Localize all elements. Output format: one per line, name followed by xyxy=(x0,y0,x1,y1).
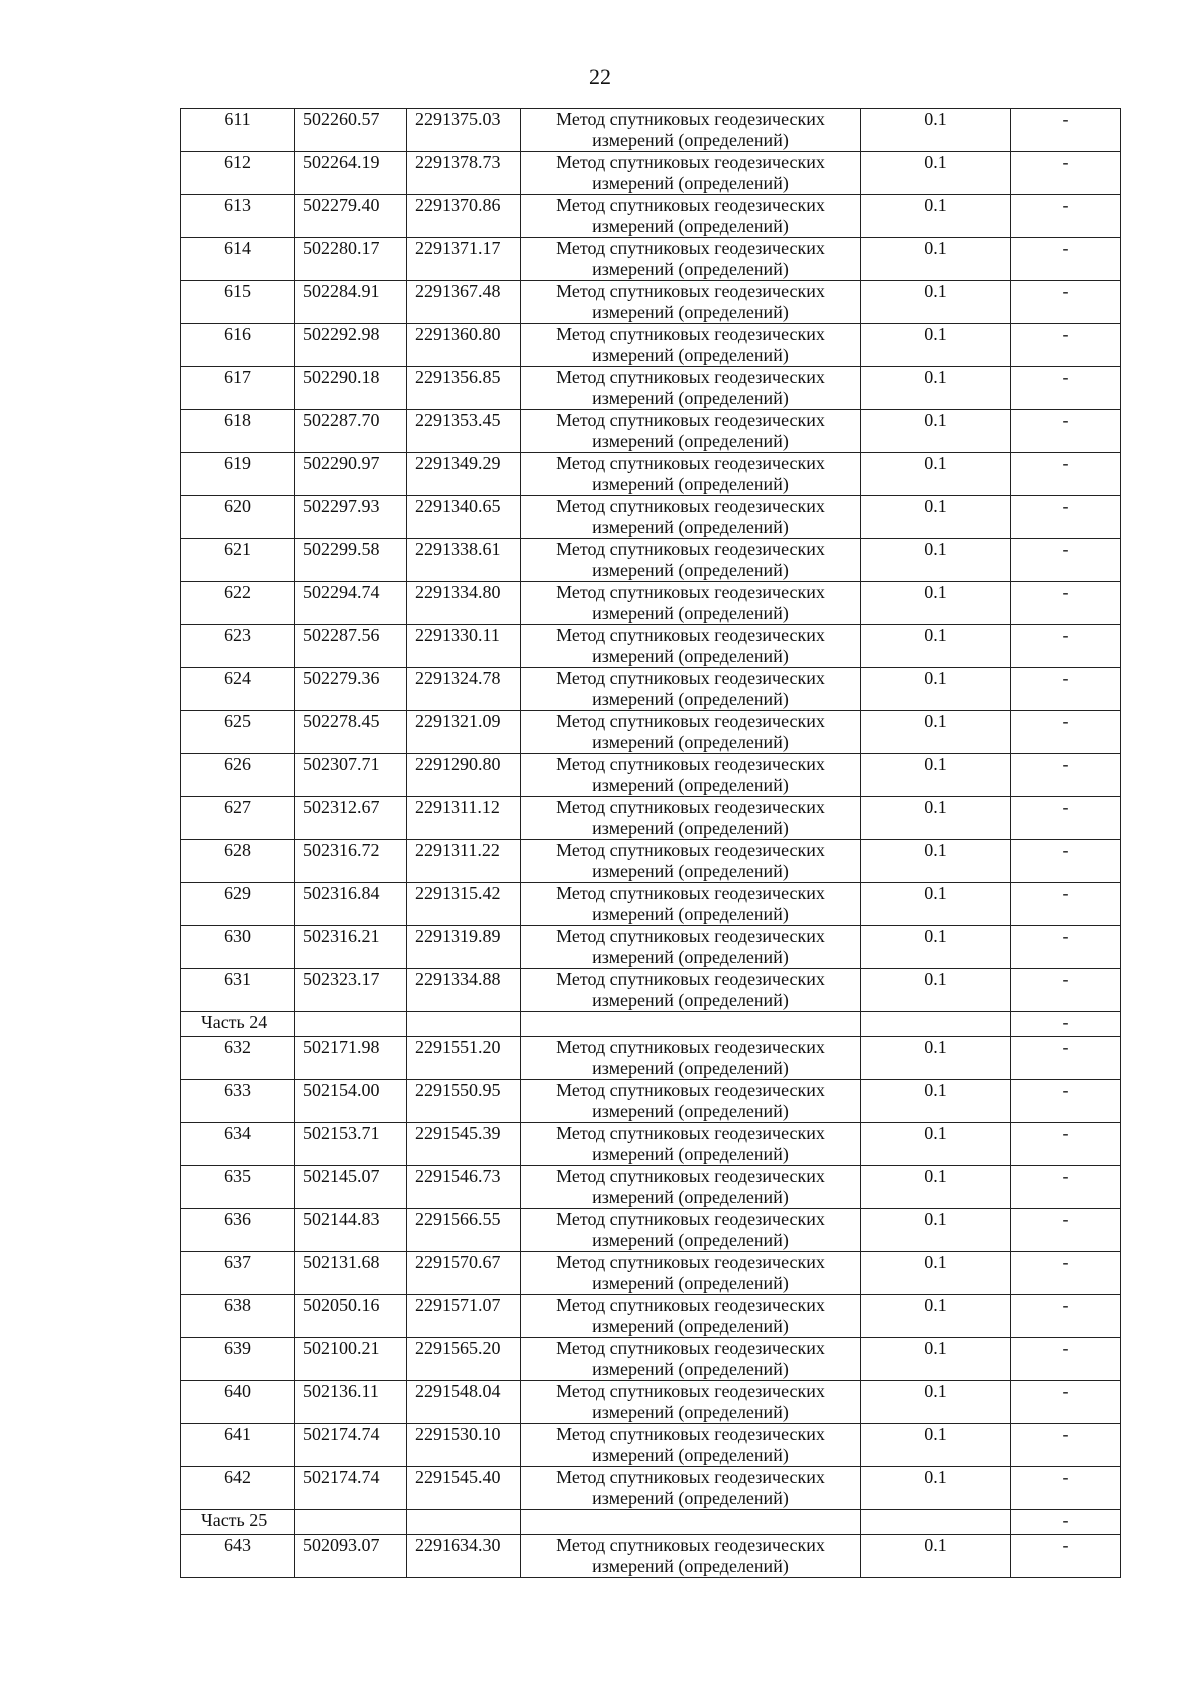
point-number: 629 xyxy=(181,883,295,926)
accuracy-cell: 0.1 xyxy=(861,1037,1011,1080)
x-coordinate: 502287.70 xyxy=(295,410,407,453)
method-cell: Метод спутниковых геодезических измерений (определений) xyxy=(521,1424,861,1467)
method-cell: Метод спутниковых геодезических измерений (определений) xyxy=(521,797,861,840)
extra-cell: - xyxy=(1011,1012,1121,1037)
method-cell: Метод спутниковых геодезических измерений (определений) xyxy=(521,1535,861,1578)
y-coordinate: 2291378.73 xyxy=(407,152,521,195)
empty-cell xyxy=(295,1510,407,1535)
method-cell: Метод спутниковых геодезических измерений (определений) xyxy=(521,582,861,625)
method-cell: Метод спутниковых геодезических измерений (определений) xyxy=(521,152,861,195)
method-cell: Метод спутниковых геодезических измерений (определений) xyxy=(521,1252,861,1295)
table-row xyxy=(181,1037,1121,1080)
y-coordinate: 2291324.78 xyxy=(407,668,521,711)
point-number: 634 xyxy=(181,1123,295,1166)
x-coordinate: 502312.67 xyxy=(295,797,407,840)
method-cell: Метод спутниковых геодезических измерений (определений) xyxy=(521,195,861,238)
extra-cell: - xyxy=(1011,668,1121,711)
y-coordinate: 2291319.89 xyxy=(407,926,521,969)
method-cell: Метод спутниковых геодезических измерений (определений) xyxy=(521,926,861,969)
method-cell: Метод спутниковых геодезических измерений (определений) xyxy=(521,754,861,797)
point-number: 614 xyxy=(181,238,295,281)
table-row xyxy=(181,152,1121,195)
extra-cell: - xyxy=(1011,582,1121,625)
method-cell: Метод спутниковых геодезических измерений (определений) xyxy=(521,1295,861,1338)
point-number: 631 xyxy=(181,969,295,1012)
point-number: 638 xyxy=(181,1295,295,1338)
accuracy-cell: 0.1 xyxy=(861,754,1011,797)
extra-cell: - xyxy=(1011,496,1121,539)
accuracy-cell: 0.1 xyxy=(861,1535,1011,1578)
page-number: 22 xyxy=(589,64,611,89)
point-number: 622 xyxy=(181,582,295,625)
y-coordinate: 2291315.42 xyxy=(407,883,521,926)
method-cell: Метод спутниковых геодезических измерений (определений) xyxy=(521,410,861,453)
point-number: 630 xyxy=(181,926,295,969)
x-coordinate: 502299.58 xyxy=(295,539,407,582)
accuracy-cell: 0.1 xyxy=(861,711,1011,754)
x-coordinate: 502280.17 xyxy=(295,238,407,281)
extra-cell: - xyxy=(1011,1381,1121,1424)
method-cell: Метод спутниковых геодезических измерений (определений) xyxy=(521,1338,861,1381)
y-coordinate: 2291371.17 xyxy=(407,238,521,281)
extra-cell: - xyxy=(1011,324,1121,367)
x-coordinate: 502278.45 xyxy=(295,711,407,754)
accuracy-cell: 0.1 xyxy=(861,1467,1011,1510)
method-cell: Метод спутниковых геодезических измерений (определений) xyxy=(521,1080,861,1123)
table-row xyxy=(181,195,1121,238)
point-number: 612 xyxy=(181,152,295,195)
empty-cell xyxy=(521,1510,861,1535)
y-coordinate: 2291546.73 xyxy=(407,1166,521,1209)
table-row xyxy=(181,840,1121,883)
x-coordinate: 502279.40 xyxy=(295,195,407,238)
point-number: 613 xyxy=(181,195,295,238)
method-cell: Метод спутниковых геодезических измерений (определений) xyxy=(521,1123,861,1166)
x-coordinate: 502294.74 xyxy=(295,582,407,625)
empty-cell xyxy=(407,1510,521,1535)
method-cell: Метод спутниковых геодезических измерений (определений) xyxy=(521,367,861,410)
table-row xyxy=(181,883,1121,926)
table-row xyxy=(181,1338,1121,1381)
accuracy-cell: 0.1 xyxy=(861,1424,1011,1467)
table-row xyxy=(181,926,1121,969)
method-cell: Метод спутниковых геодезических измерений (определений) xyxy=(521,539,861,582)
method-cell: Метод спутниковых геодезических измерений (определений) xyxy=(521,109,861,152)
method-cell: Метод спутниковых геодезических измерений (определений) xyxy=(521,883,861,926)
table-row xyxy=(181,668,1121,711)
table-row xyxy=(181,969,1121,1012)
y-coordinate: 2291565.20 xyxy=(407,1338,521,1381)
extra-cell: - xyxy=(1011,1080,1121,1123)
x-coordinate: 502287.56 xyxy=(295,625,407,668)
x-coordinate: 502171.98 xyxy=(295,1037,407,1080)
accuracy-cell: 0.1 xyxy=(861,1080,1011,1123)
point-number: 632 xyxy=(181,1037,295,1080)
method-cell: Метод спутниковых геодезических измерений (определений) xyxy=(521,238,861,281)
extra-cell: - xyxy=(1011,367,1121,410)
extra-cell: - xyxy=(1011,883,1121,926)
x-coordinate: 502174.74 xyxy=(295,1424,407,1467)
y-coordinate: 2291530.10 xyxy=(407,1424,521,1467)
table-row xyxy=(181,1535,1121,1578)
extra-cell: - xyxy=(1011,797,1121,840)
empty-cell xyxy=(295,1012,407,1037)
x-coordinate: 502323.17 xyxy=(295,969,407,1012)
x-coordinate: 502260.57 xyxy=(295,109,407,152)
accuracy-cell: 0.1 xyxy=(861,539,1011,582)
table-row xyxy=(181,1080,1121,1123)
accuracy-cell: 0.1 xyxy=(861,453,1011,496)
extra-cell: - xyxy=(1011,539,1121,582)
y-coordinate: 2291370.86 xyxy=(407,195,521,238)
method-cell: Метод спутниковых геодезических измерений (определений) xyxy=(521,1381,861,1424)
y-coordinate: 2291311.22 xyxy=(407,840,521,883)
extra-cell: - xyxy=(1011,926,1121,969)
empty-cell xyxy=(861,1012,1011,1037)
accuracy-cell: 0.1 xyxy=(861,1252,1011,1295)
x-coordinate: 502093.07 xyxy=(295,1535,407,1578)
y-coordinate: 2291290.80 xyxy=(407,754,521,797)
x-coordinate: 502316.21 xyxy=(295,926,407,969)
point-number: 636 xyxy=(181,1209,295,1252)
point-number: 639 xyxy=(181,1338,295,1381)
table-row xyxy=(181,1295,1121,1338)
point-number: 625 xyxy=(181,711,295,754)
extra-cell: - xyxy=(1011,840,1121,883)
table-row xyxy=(181,453,1121,496)
accuracy-cell: 0.1 xyxy=(861,152,1011,195)
extra-cell: - xyxy=(1011,969,1121,1012)
x-coordinate: 502145.07 xyxy=(295,1166,407,1209)
part-header-row xyxy=(181,1510,1121,1535)
x-coordinate: 502297.93 xyxy=(295,496,407,539)
part-label: Часть 24 xyxy=(181,1012,295,1037)
point-number: 643 xyxy=(181,1535,295,1578)
point-number: 616 xyxy=(181,324,295,367)
x-coordinate: 502290.18 xyxy=(295,367,407,410)
y-coordinate: 2291551.20 xyxy=(407,1037,521,1080)
x-coordinate: 502154.00 xyxy=(295,1080,407,1123)
extra-cell: - xyxy=(1011,410,1121,453)
table-row xyxy=(181,496,1121,539)
y-coordinate: 2291311.12 xyxy=(407,797,521,840)
accuracy-cell: 0.1 xyxy=(861,238,1011,281)
table-row xyxy=(181,1166,1121,1209)
y-coordinate: 2291338.61 xyxy=(407,539,521,582)
table-row xyxy=(181,1424,1121,1467)
method-cell: Метод спутниковых геодезических измерений (определений) xyxy=(521,711,861,754)
method-cell: Метод спутниковых геодезических измерений (определений) xyxy=(521,324,861,367)
point-number: 640 xyxy=(181,1381,295,1424)
x-coordinate: 502144.83 xyxy=(295,1209,407,1252)
y-coordinate: 2291360.80 xyxy=(407,324,521,367)
accuracy-cell: 0.1 xyxy=(861,1166,1011,1209)
y-coordinate: 2291570.67 xyxy=(407,1252,521,1295)
accuracy-cell: 0.1 xyxy=(861,668,1011,711)
x-coordinate: 502050.16 xyxy=(295,1295,407,1338)
y-coordinate: 2291545.40 xyxy=(407,1467,521,1510)
table-row xyxy=(181,754,1121,797)
extra-cell: - xyxy=(1011,1535,1121,1578)
extra-cell: - xyxy=(1011,1338,1121,1381)
table-row xyxy=(181,539,1121,582)
coordinates-table-body xyxy=(181,109,1121,1578)
x-coordinate: 502316.72 xyxy=(295,840,407,883)
extra-cell: - xyxy=(1011,1467,1121,1510)
table-row xyxy=(181,711,1121,754)
empty-cell xyxy=(407,1012,521,1037)
x-coordinate: 502292.98 xyxy=(295,324,407,367)
extra-cell: - xyxy=(1011,1123,1121,1166)
empty-cell xyxy=(861,1510,1011,1535)
point-number: 627 xyxy=(181,797,295,840)
x-coordinate: 502174.74 xyxy=(295,1467,407,1510)
table-row xyxy=(181,281,1121,324)
extra-cell: - xyxy=(1011,1252,1121,1295)
y-coordinate: 2291550.95 xyxy=(407,1080,521,1123)
table-row xyxy=(181,1467,1121,1510)
method-cell: Метод спутниковых геодезических измерений (определений) xyxy=(521,1209,861,1252)
coordinates-table xyxy=(180,108,1121,1578)
x-coordinate: 502290.97 xyxy=(295,453,407,496)
y-coordinate: 2291548.04 xyxy=(407,1381,521,1424)
method-cell: Метод спутниковых геодезических измерений (определений) xyxy=(521,1166,861,1209)
point-number: 626 xyxy=(181,754,295,797)
y-coordinate: 2291634.30 xyxy=(407,1535,521,1578)
extra-cell: - xyxy=(1011,625,1121,668)
table-row xyxy=(181,324,1121,367)
point-number: 619 xyxy=(181,453,295,496)
y-coordinate: 2291330.11 xyxy=(407,625,521,668)
accuracy-cell: 0.1 xyxy=(861,840,1011,883)
accuracy-cell: 0.1 xyxy=(861,410,1011,453)
x-coordinate: 502264.19 xyxy=(295,152,407,195)
extra-cell: - xyxy=(1011,1295,1121,1338)
extra-cell: - xyxy=(1011,754,1121,797)
accuracy-cell: 0.1 xyxy=(861,625,1011,668)
accuracy-cell: 0.1 xyxy=(861,1209,1011,1252)
part-label: Часть 25 xyxy=(181,1510,295,1535)
x-coordinate: 502153.71 xyxy=(295,1123,407,1166)
method-cell: Метод спутниковых геодезических измерений (определений) xyxy=(521,668,861,711)
extra-cell: - xyxy=(1011,109,1121,152)
extra-cell: - xyxy=(1011,281,1121,324)
point-number: 618 xyxy=(181,410,295,453)
table-row xyxy=(181,797,1121,840)
table-row xyxy=(181,238,1121,281)
point-number: 624 xyxy=(181,668,295,711)
empty-cell xyxy=(521,1012,861,1037)
y-coordinate: 2291571.07 xyxy=(407,1295,521,1338)
accuracy-cell: 0.1 xyxy=(861,367,1011,410)
point-number: 617 xyxy=(181,367,295,410)
x-coordinate: 502307.71 xyxy=(295,754,407,797)
x-coordinate: 502100.21 xyxy=(295,1338,407,1381)
accuracy-cell: 0.1 xyxy=(861,582,1011,625)
point-number: 611 xyxy=(181,109,295,152)
x-coordinate: 502284.91 xyxy=(295,281,407,324)
y-coordinate: 2291340.65 xyxy=(407,496,521,539)
y-coordinate: 2291566.55 xyxy=(407,1209,521,1252)
x-coordinate: 502316.84 xyxy=(295,883,407,926)
table-row xyxy=(181,625,1121,668)
y-coordinate: 2291334.80 xyxy=(407,582,521,625)
point-number: 621 xyxy=(181,539,295,582)
x-coordinate: 502136.11 xyxy=(295,1381,407,1424)
accuracy-cell: 0.1 xyxy=(861,926,1011,969)
point-number: 620 xyxy=(181,496,295,539)
y-coordinate: 2291321.09 xyxy=(407,711,521,754)
accuracy-cell: 0.1 xyxy=(861,281,1011,324)
accuracy-cell: 0.1 xyxy=(861,969,1011,1012)
y-coordinate: 2291367.48 xyxy=(407,281,521,324)
y-coordinate: 2291375.03 xyxy=(407,109,521,152)
extra-cell: - xyxy=(1011,453,1121,496)
table-row xyxy=(181,367,1121,410)
table-row xyxy=(181,1252,1121,1295)
extra-cell: - xyxy=(1011,238,1121,281)
method-cell: Метод спутниковых геодезических измерений (определений) xyxy=(521,281,861,324)
accuracy-cell: 0.1 xyxy=(861,1295,1011,1338)
accuracy-cell: 0.1 xyxy=(861,1381,1011,1424)
table-row xyxy=(181,1209,1121,1252)
y-coordinate: 2291356.85 xyxy=(407,367,521,410)
point-number: 615 xyxy=(181,281,295,324)
accuracy-cell: 0.1 xyxy=(861,195,1011,238)
extra-cell: - xyxy=(1011,1510,1121,1535)
accuracy-cell: 0.1 xyxy=(861,109,1011,152)
method-cell: Метод спутниковых геодезических измерений (определений) xyxy=(521,453,861,496)
point-number: 623 xyxy=(181,625,295,668)
point-number: 633 xyxy=(181,1080,295,1123)
extra-cell: - xyxy=(1011,195,1121,238)
extra-cell: - xyxy=(1011,1424,1121,1467)
method-cell: Метод спутниковых геодезических измерений (определений) xyxy=(521,496,861,539)
accuracy-cell: 0.1 xyxy=(861,496,1011,539)
method-cell: Метод спутниковых геодезических измерений (определений) xyxy=(521,625,861,668)
point-number: 641 xyxy=(181,1424,295,1467)
point-number: 642 xyxy=(181,1467,295,1510)
table-row xyxy=(181,1123,1121,1166)
point-number: 628 xyxy=(181,840,295,883)
point-number: 635 xyxy=(181,1166,295,1209)
method-cell: Метод спутниковых геодезических измерений (определений) xyxy=(521,1037,861,1080)
method-cell: Метод спутниковых геодезических измерений (определений) xyxy=(521,840,861,883)
accuracy-cell: 0.1 xyxy=(861,797,1011,840)
part-header-row xyxy=(181,1012,1121,1037)
table-row xyxy=(181,109,1121,152)
accuracy-cell: 0.1 xyxy=(861,1123,1011,1166)
extra-cell: - xyxy=(1011,1037,1121,1080)
method-cell: Метод спутниковых геодезических измерений (определений) xyxy=(521,969,861,1012)
extra-cell: - xyxy=(1011,152,1121,195)
x-coordinate: 502279.36 xyxy=(295,668,407,711)
table-row xyxy=(181,582,1121,625)
y-coordinate: 2291353.45 xyxy=(407,410,521,453)
y-coordinate: 2291334.88 xyxy=(407,969,521,1012)
y-coordinate: 2291545.39 xyxy=(407,1123,521,1166)
table-row xyxy=(181,410,1121,453)
x-coordinate: 502131.68 xyxy=(295,1252,407,1295)
extra-cell: - xyxy=(1011,711,1121,754)
method-cell: Метод спутниковых геодезических измерений (определений) xyxy=(521,1467,861,1510)
point-number: 637 xyxy=(181,1252,295,1295)
extra-cell: - xyxy=(1011,1166,1121,1209)
table-row xyxy=(181,1381,1121,1424)
extra-cell: - xyxy=(1011,1209,1121,1252)
accuracy-cell: 0.1 xyxy=(861,883,1011,926)
accuracy-cell: 0.1 xyxy=(861,1338,1011,1381)
y-coordinate: 2291349.29 xyxy=(407,453,521,496)
accuracy-cell: 0.1 xyxy=(861,324,1011,367)
